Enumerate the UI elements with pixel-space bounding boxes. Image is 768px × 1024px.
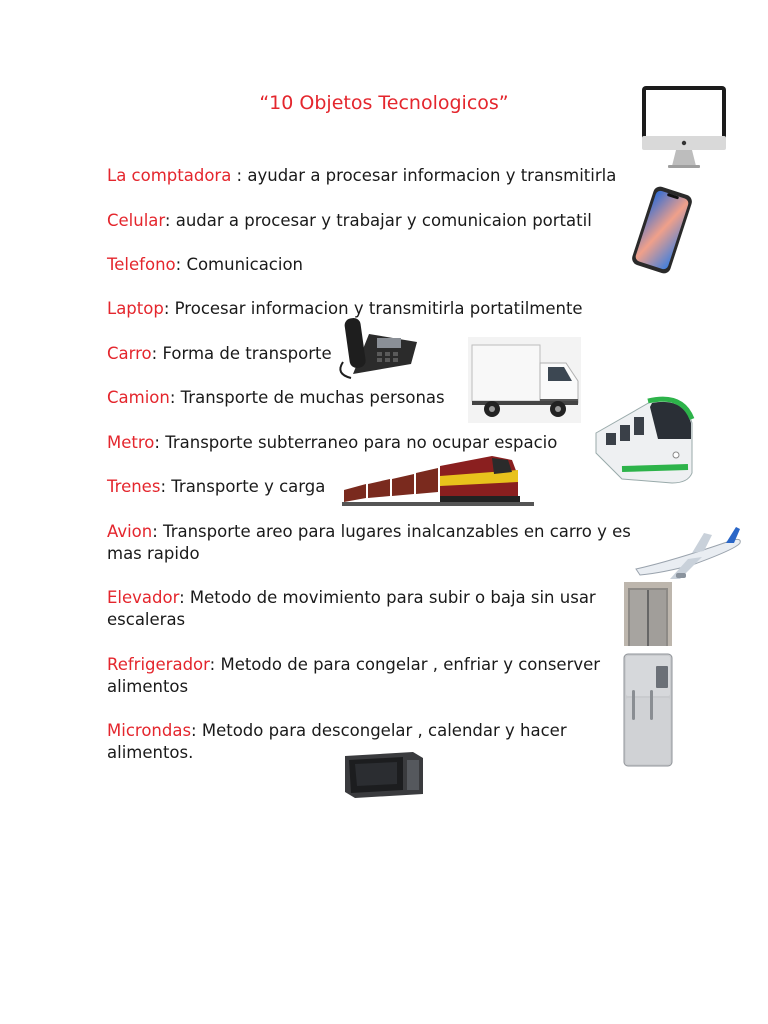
entry-celular <box>107 210 592 232</box>
airplane-image <box>632 523 744 581</box>
entry-separator: : <box>152 522 164 541</box>
entry-desc-continued: alimentos. <box>107 743 194 762</box>
entry-carro <box>107 343 332 365</box>
entry-metro <box>107 432 557 454</box>
entry-separator: : <box>154 433 166 452</box>
entry-desc-continued: escaleras <box>107 610 186 629</box>
entry-computadora <box>107 165 616 187</box>
entry-desc: Transporte de muchas personas <box>180 388 445 407</box>
entry-term: Laptop <box>107 299 164 318</box>
entry-separator: : <box>209 655 221 674</box>
imac-image <box>640 84 728 172</box>
entry-separator: : <box>191 721 202 740</box>
entry-desc: Forma de transporte <box>162 344 332 363</box>
entry-term: Metro <box>107 433 155 452</box>
entry-term: Camion <box>107 388 170 407</box>
desk-phone-image <box>333 312 421 382</box>
entry-telefono <box>107 254 303 276</box>
entry-term: Avion <box>107 522 153 541</box>
entry-desc: Comunicacion <box>186 255 304 274</box>
entry-term: Celular <box>107 211 165 230</box>
entry-desc: Transporte y carga <box>171 477 326 496</box>
entry-separator: : <box>179 588 190 607</box>
entry-term: Refrigerador <box>107 655 210 674</box>
entry-term: Microndas <box>107 721 192 740</box>
entry-separator: : <box>169 388 181 407</box>
entry-term: Trenes <box>107 477 161 496</box>
entry-desc: ayudar a procesar informacion y transmitirla <box>247 166 617 185</box>
entry-avion <box>107 521 631 565</box>
entry-term: Telefono <box>107 255 176 274</box>
entry-desc-continued: alimentos <box>107 677 189 696</box>
page-title: “10 Objetos Tecnologicos” <box>259 92 509 114</box>
refrigerator-image <box>622 652 674 768</box>
entry-term: Elevador <box>107 588 180 607</box>
entry-microondas <box>107 720 567 764</box>
entry-separator: : <box>175 255 187 274</box>
entry-desc: Transporte areo para lugares inalcanzables en carro y es <box>163 522 631 541</box>
entry-desc: Metodo de para congelar , enfriar y conserver <box>220 655 601 674</box>
microwave-image <box>343 750 425 800</box>
entry-separator: : <box>164 211 176 230</box>
entry-desc: Metodo de movimiento para subir o baja sin usar <box>189 588 596 607</box>
entry-term: Carro <box>107 344 152 363</box>
entry-separator: : <box>163 299 175 318</box>
elevator-image <box>624 582 672 646</box>
entry-elevador <box>107 587 596 631</box>
entry-desc: Metodo para descongelar , calendar y hacer <box>201 721 567 740</box>
metro-train-image <box>592 393 696 487</box>
entry-separator: : <box>160 477 172 496</box>
entry-desc-continued: mas rapido <box>107 544 200 563</box>
entry-desc: Transporte subterraneo para no ocupar espacio <box>165 433 558 452</box>
entry-desc: audar a procesar y trabajar y comunicaion portatil <box>175 211 592 230</box>
entry-term: La comptadora <box>107 166 232 185</box>
freight-train-image <box>342 452 534 512</box>
entry-separator: : <box>151 344 163 363</box>
smartphone-image <box>630 185 694 275</box>
entry-refrigerador <box>107 654 600 698</box>
entry-separator: : <box>231 166 248 185</box>
entry-trenes <box>107 476 325 498</box>
entry-desc: Procesar informacion y transmitirla portatilmente <box>174 299 583 318</box>
entry-camion <box>107 387 445 409</box>
truck-image <box>468 337 581 423</box>
